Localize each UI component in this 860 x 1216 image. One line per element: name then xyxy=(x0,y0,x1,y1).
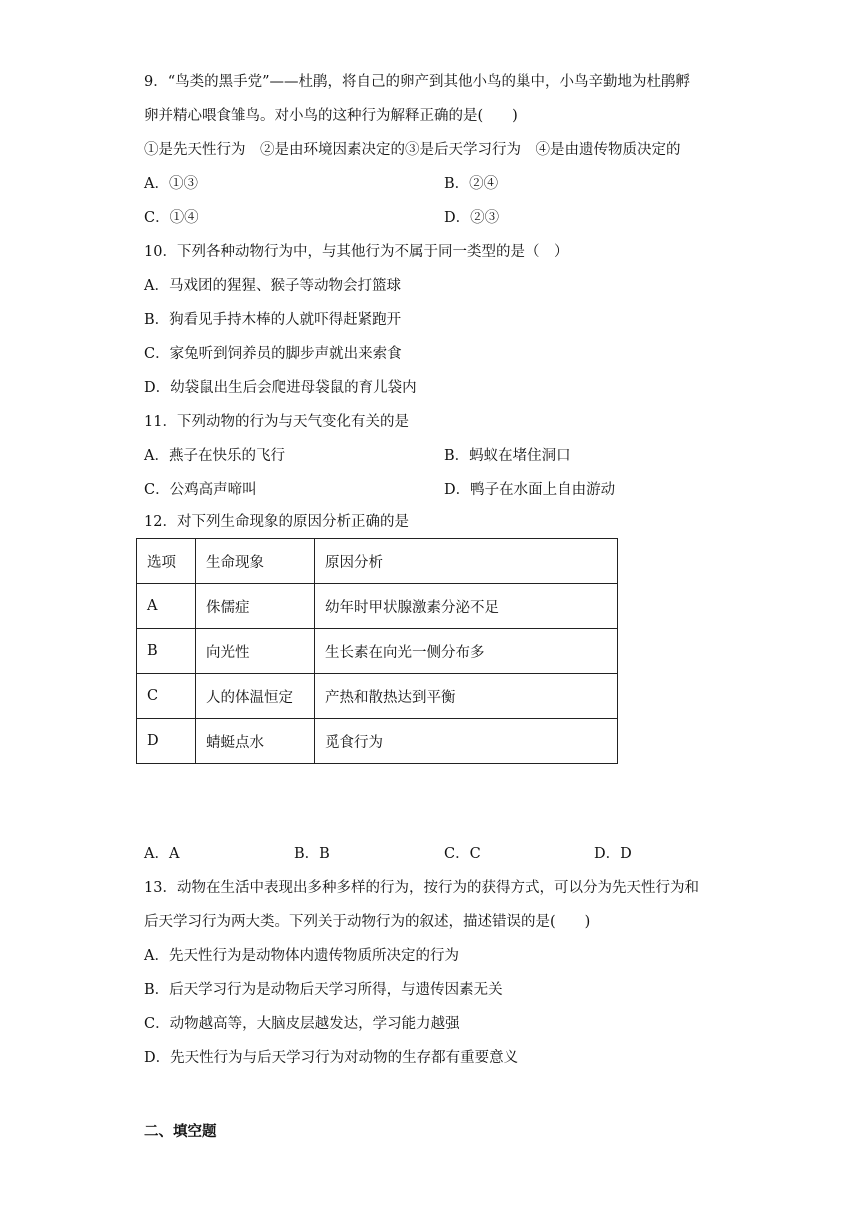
table-row xyxy=(137,584,618,629)
q13-stem-line-1: 13．动物在生活中表现出多种多样的行为，按行为的获得方式，可以分为先天性行为和 xyxy=(144,880,699,896)
table-cell: 产热和散热达到平衡 xyxy=(315,674,618,719)
q12-stem: 12．对下列生命现象的原因分析正确的是 xyxy=(144,514,409,530)
table-cell: B xyxy=(137,629,196,674)
table-cell: C xyxy=(137,674,196,719)
q13-option-b: B．后天学习行为是动物后天学习所得，与遗传因素无关 xyxy=(144,982,503,998)
q10-option-a: A．马戏团的猩猩、猴子等动物会打篮球 xyxy=(144,278,401,294)
table-cell: 向光性 xyxy=(196,629,315,674)
q11-option-b: B．蚂蚁在堵住洞口 xyxy=(444,448,571,464)
q9-option-d: D．②③ xyxy=(444,210,500,226)
q9-stem-line-2: 卵并精心喂食雏鸟。对小鸟的这种行为解释正确的是( ) xyxy=(144,108,518,124)
q13-option-c: C．动物越高等，大脑皮层越发达，学习能力越强 xyxy=(144,1016,460,1032)
q10-option-b: B．狗看见手持木棒的人就吓得赶紧跑开 xyxy=(144,312,402,328)
table-cell: 幼年时甲状腺激素分泌不足 xyxy=(315,584,618,629)
q13-option-d: D．先天性行为与后天学习行为对动物的生存都有重要意义 xyxy=(144,1050,519,1066)
q11-stem: 11．下列动物的行为与天气变化有关的是 xyxy=(144,414,409,430)
table-cell: 蜻蜓点水 xyxy=(196,719,315,764)
table-row xyxy=(137,674,618,719)
q10-stem: 10．下列各种动物行为中，与其他行为不属于同一类型的是（ ） xyxy=(144,244,569,260)
table-cell: 生长素在向光一侧分布多 xyxy=(315,629,618,674)
section-heading: 二、填空题 xyxy=(144,1124,217,1140)
table-header-cell: 生命现象 xyxy=(196,539,315,584)
q11-option-d: D．鸭子在水面上自由游动 xyxy=(444,482,616,498)
table-cell: 人的体温恒定 xyxy=(196,674,315,719)
q12-option-b: B．B xyxy=(294,846,330,862)
table-cell: A xyxy=(137,584,196,629)
table-cell: D xyxy=(137,719,196,764)
table-row xyxy=(137,629,618,674)
table-cell: 侏儒症 xyxy=(196,584,315,629)
table-cell: 觅食行为 xyxy=(315,719,618,764)
q9-option-c: C．①④ xyxy=(144,210,199,226)
q12-option-a: A．A xyxy=(144,846,180,862)
q9-stem-line-1: 9．“鸟类的黑手党”——杜鹃，将自己的卵产到其他小鸟的巢中，小鸟辛勤地为杜鹃孵 xyxy=(144,74,691,90)
q12-option-c: C．C xyxy=(444,846,481,862)
q10-option-d: D．幼袋鼠出生后会爬进母袋鼠的育儿袋内 xyxy=(144,380,417,396)
table-header-cell: 原因分析 xyxy=(315,539,618,584)
q9-option-b: B．②④ xyxy=(444,176,499,192)
q9-option-a: A．①③ xyxy=(144,176,198,192)
q12-table xyxy=(136,538,618,764)
q11-option-a: A．燕子在快乐的飞行 xyxy=(144,448,285,464)
q11-option-c: C．公鸡高声啼叫 xyxy=(144,482,257,498)
table-header-row xyxy=(137,539,618,584)
table-row xyxy=(137,719,618,764)
q10-option-c: C．家兔听到饲养员的脚步声就出来索食 xyxy=(144,346,402,362)
table-header-cell: 选项 xyxy=(137,539,196,584)
q13-option-a: A．先天性行为是动物体内遗传物质所决定的行为 xyxy=(144,948,459,964)
q9-statements: ①是先天性行为 ②是由环境因素决定的③是后天学习行为 ④是由遗传物质决定的 xyxy=(144,142,681,158)
q13-stem-line-2: 后天学习行为两大类。下列关于动物行为的叙述，描述错误的是( ) xyxy=(144,914,591,930)
q12-option-d: D．D xyxy=(594,846,632,862)
